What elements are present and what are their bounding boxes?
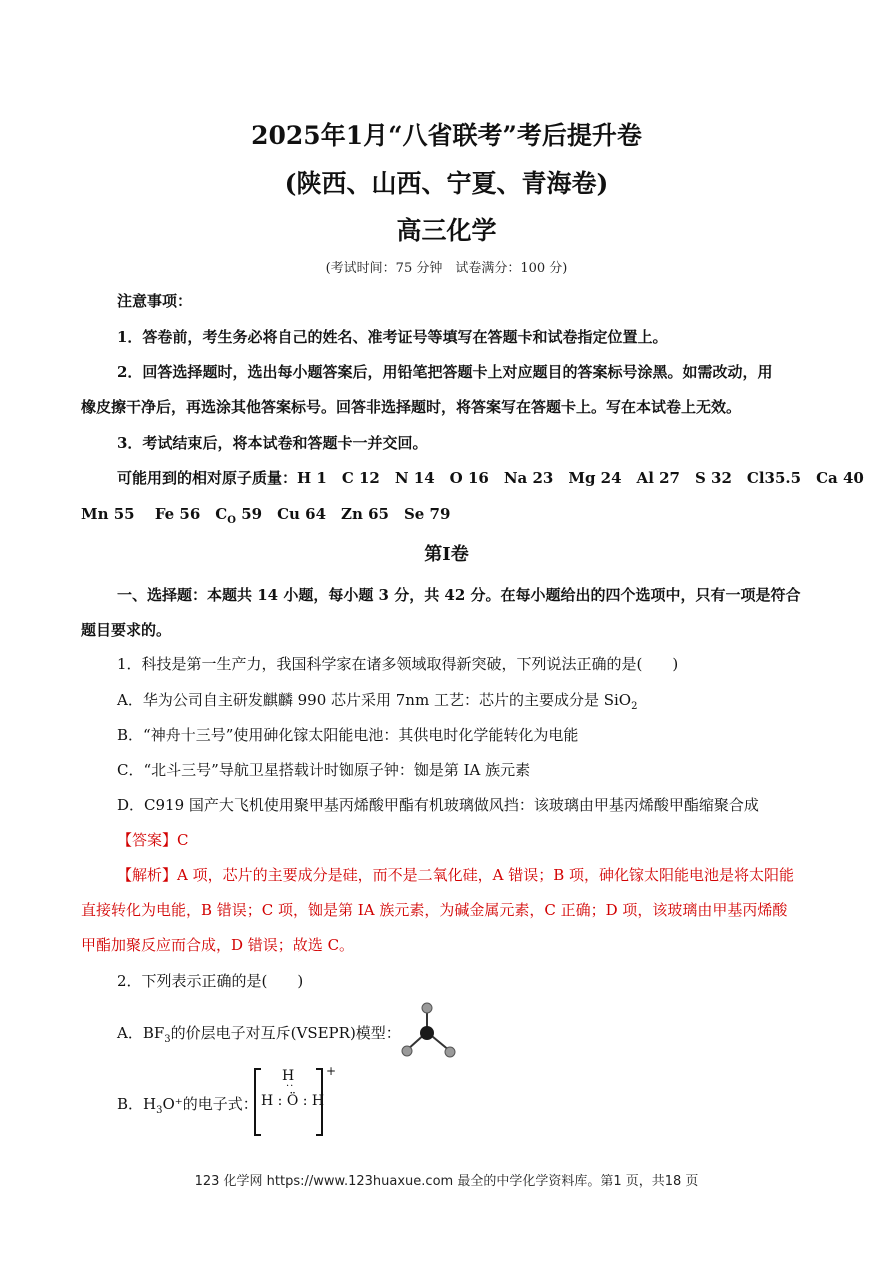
q2-stem: 2．下列表示正确的是( ) — [117, 972, 304, 990]
exam-info: (考试时间：75 分钟 试卷满分：100 分) — [325, 261, 568, 276]
lewis-mid: H : Ö : H — [261, 1093, 325, 1109]
q1-analysis-line-2: 直接转化为电能，B 错误；C 项，铷是第 IA 族元素，为碱金属元素，C 正确；D 项，该玻璃由甲基丙烯酸 — [81, 901, 788, 919]
title-line-1: 2025年1月“八省联考”考后提升卷 — [251, 121, 642, 150]
q1-analysis-line-3: 甲酯加聚反应而合成，D 错误；故选 C。 — [81, 936, 355, 954]
lewis-bracket-left — [254, 1068, 261, 1136]
notes-item-1: 1．答卷前，考生务必将自己的姓名、准考证号等填写在答题卡和试卷指定位置上。 — [117, 328, 668, 346]
section-instructions-line-1: 一、选择题：本题共 14 小题，每小题 3 分，共 42 分。在每小题给出的四个选项中，只有一项是符合 — [117, 586, 801, 604]
q1-answer: 【答案】C — [117, 831, 189, 849]
notes-item-2-line-2: 橡皮擦干净后，再选涂其他答案标号。回答非选择题时，将答案写在答题卡上。写在本试卷上无效。 — [81, 398, 742, 416]
q2-option-a: A．$BF_3$的价层电子对互斥(VSEPR)模型： — [117, 1024, 401, 1045]
q1-option-d: D．C919 国产大飞机使用聚甲基丙烯酸甲酯有机玻璃做风挡：该玻璃由甲基丙烯酸甲酯缩聚合成 — [117, 796, 759, 814]
q1-option-a: A．华为公司自主研发麒麟 990 芯片采用 7nm 工艺：芯片的主要成分是 SiO$_2$ — [117, 691, 638, 712]
notes-item-3: 3．考试结束后，将本试卷和答题卡一并交回。 — [117, 434, 428, 452]
atomic-mass-line-1: 可能用到的相对原子质量：H 1 C 12 N 14 O 16 Na 23 Mg 24 Al 27 S 32 Cl35.5 Ca 40 — [117, 469, 864, 487]
q2-option-b: B．$H_3O^+$的电子式： — [117, 1095, 258, 1116]
lewis-charge: + — [326, 1064, 337, 1078]
q1-option-c: C．“北斗三号”导航卫星搭载计时铷原子钟：铷是第 IA 族元素 — [117, 761, 531, 779]
section-instructions-line-2: 题目要求的。 — [81, 621, 172, 639]
q1-analysis-line-1: 【解析】A 项，芯片的主要成分是硅，而不是二氧化硅，A 错误；B 项，砷化镓太阳能电池是将太阳能 — [117, 866, 795, 884]
notes-item-2-line-1: 2．回答选择题时，选出每小题答案后，用铅笔把答题卡上对应题目的答案标号涂黑。如需改动，用 — [117, 363, 773, 381]
atomic-mass-line-2: Mn 55 Fe 56 $C_O$ 59 Cu 64 Zn 65 Se 79 — [81, 505, 451, 526]
bf3-vsepr-model-icon — [398, 1000, 460, 1060]
q1-stem: 1．科技是第一生产力，我国科学家在诸多领域取得新突破，下列说法正确的是( ) — [117, 655, 679, 673]
q1-option-b: B．“神舟十三号”使用砷化镓太阳能电池：其供电时化学能转化为电能 — [117, 726, 579, 744]
title-line-3: 高三化学 — [396, 216, 497, 245]
lewis-top-pair: ·· — [286, 1081, 295, 1092]
lewis-bracket-right — [316, 1068, 323, 1136]
notes-heading: 注意事项： — [117, 292, 193, 310]
page-footer: 123 化学网 https://www.123huaxue.com 最全的中学化学资料库。第1 页，共18 页 — [194, 1174, 699, 1189]
title-line-2: (陕西、山西、宁夏、青海卷) — [284, 169, 609, 198]
section-heading: 第I卷 — [424, 544, 469, 565]
lewis-top-h: H — [282, 1068, 295, 1084]
